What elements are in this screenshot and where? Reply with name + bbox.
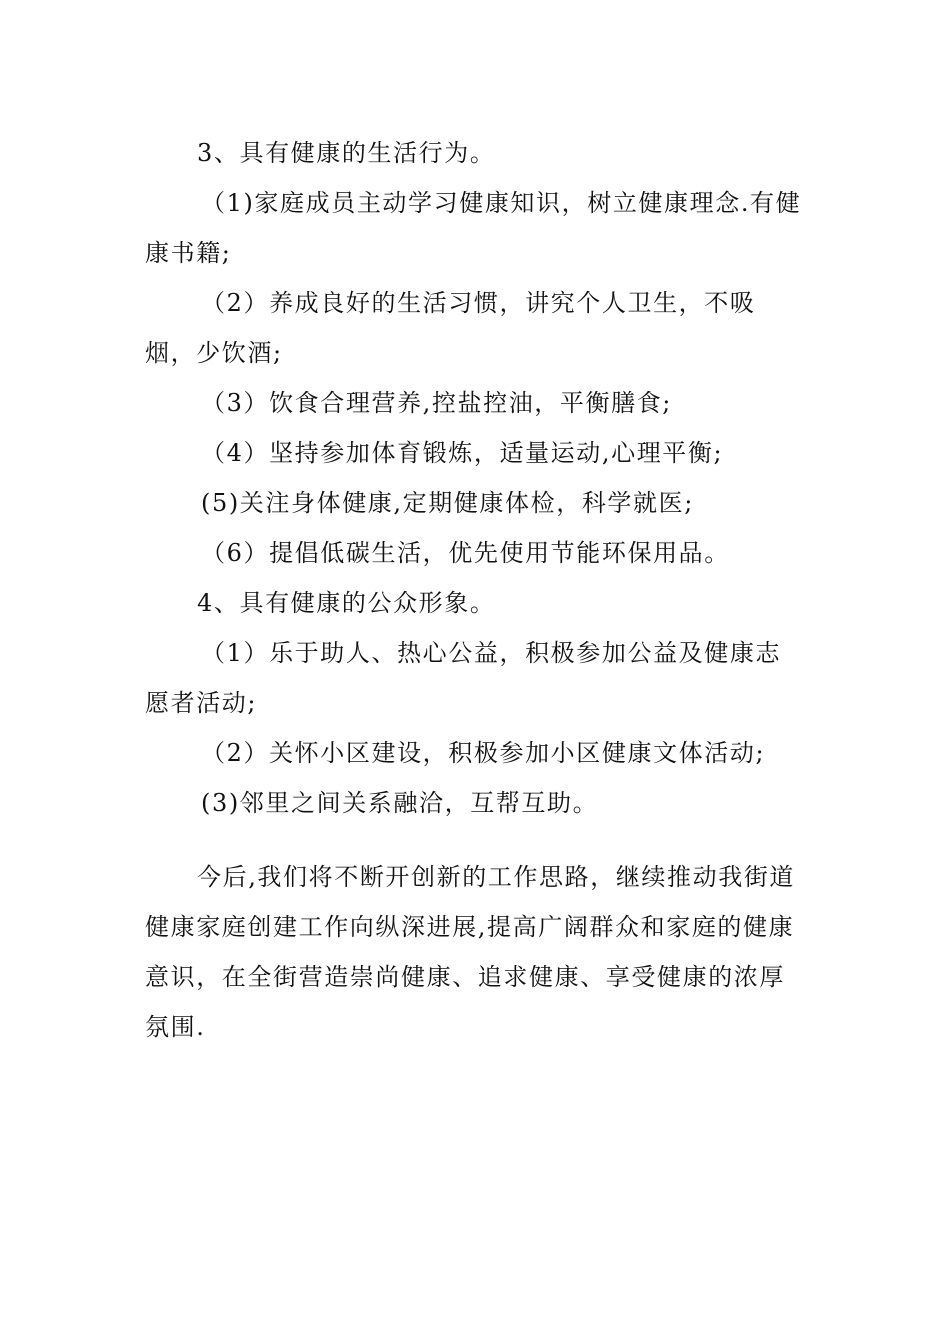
list-item-4-1: （1）乐于助人、热心公益，积极参加公益及健康志愿者活动; (145, 639, 782, 717)
list-item-4-3: (3)邻里之间关系融洽，互帮互助。 (201, 789, 599, 817)
list-item-3-2: （2）养成良好的生活习惯，讲究个人卫生，不吸烟，少饮酒; (145, 289, 756, 367)
list-item-4-2: （2）关怀小区建设，积极参加小区健康文体活动; (201, 739, 766, 767)
list-item-3-5: (5)关注身体健康,定期健康体检，科学就医; (201, 489, 694, 517)
list-item-3-3: （3）饮食合理营养,控盐控油，平衡膳食; (201, 389, 672, 417)
section-heading-3: 3、具有健康的生活行为。 (197, 139, 496, 167)
list-item-3-6: （6）提倡低碳生活，优先使用节能环保用品。 (201, 539, 730, 567)
closing-paragraph: 今后,我们将不断开创新的工作思路，继续推动我街道健康家庭创建工作向纵深进展,提高广阔群众和家庭的健康意识，在全街营造崇尚健康、追求健康、享受健康的浓厚氛围. (145, 863, 796, 1041)
section-heading-4: 4、具有健康的公众形象。 (197, 589, 496, 617)
document-body (145, 128, 805, 1052)
list-item-3-4: （4）坚持参加体育锻炼，适量运动,心理平衡; (201, 439, 724, 467)
list-item-3-1: （1)家庭成员主动学习健康知识，树立健康理念.有健康书籍; (145, 189, 802, 267)
